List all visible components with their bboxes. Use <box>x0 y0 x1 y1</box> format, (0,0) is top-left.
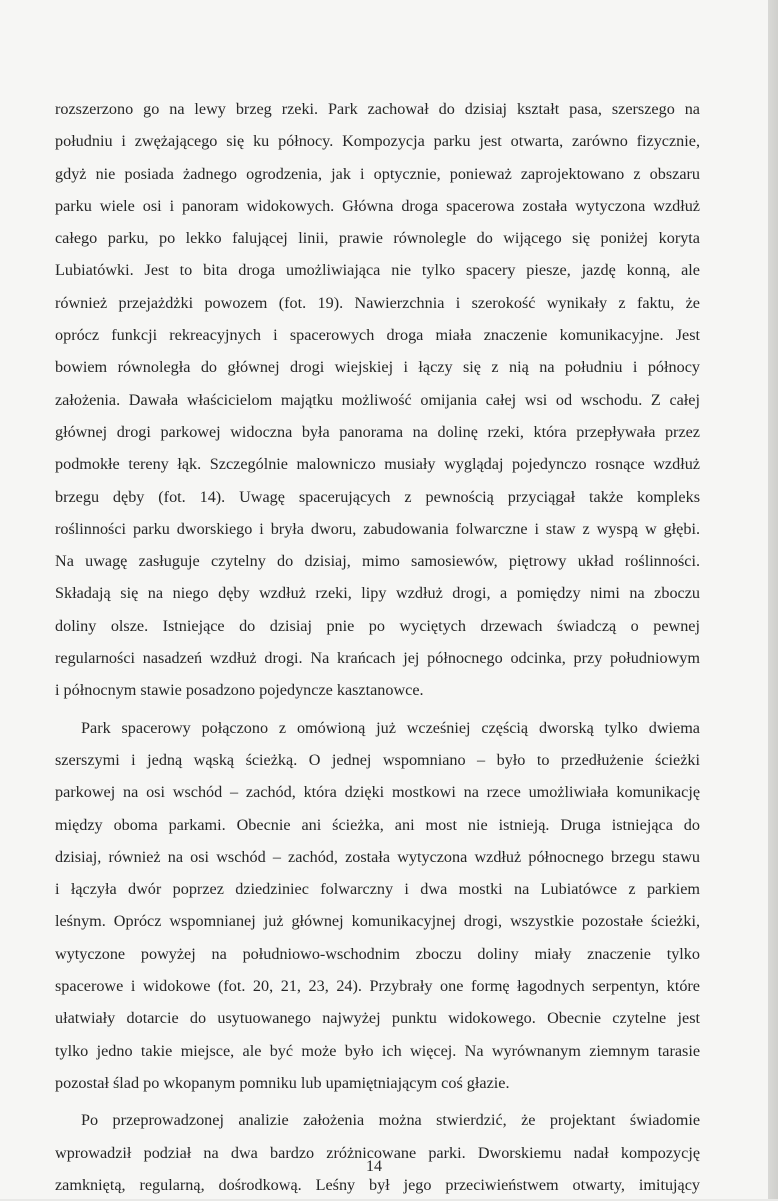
text-line: Składają się na niego dęby wzdłuż rzeki, lipy wzdłuż drogi, a pomiędzy nimi na zboczu <box>55 584 700 603</box>
text-line: spacerowe i widokowe (fot. 20, 21, 23, 24). Przybrały one formę łagodnych serpentyn, które <box>55 977 700 996</box>
text-line: i północnym stawie posadzono pojedyncze kasztanowce. <box>55 681 424 700</box>
text-line: ułatwiały dotarcie do usytuowanego najwyżej punktu widokowego. Obecnie czytelne jest <box>55 1009 700 1028</box>
text-line: gdyż nie posiada żadnego ogrodzenia, jak i optycznie, ponieważ zaprojektowano z obszaru <box>55 164 700 183</box>
text-line: bowiem równoległa do głównej drogi wiejskiej i łączy się z nią na południu i północy <box>55 358 700 377</box>
text-line: leśnym. Oprócz wspomnianej już głównej komunikacyjnej drogi, wszystkie pozostałe ścieżki, <box>55 912 700 931</box>
text-line: rozszerzono go na lewy brzeg rzeki. Park zachował do dzisiaj kształt pasa, szerszego na <box>55 100 700 118</box>
text-line: głównej drogi parkowej widoczna była panorama na dolinę rzeki, która przepływała przez <box>55 422 700 441</box>
text-line: roślinności parku dworskiego i bryła dworu, zabudowania folwarczne i staw z wyspą w głębi. <box>55 519 700 538</box>
page-edge-shadow <box>768 0 778 1199</box>
text-line: szerszymi i jedną wąską ścieżką. O jednej wspomniano – było to przedłużenie ścieżki <box>55 750 700 769</box>
text-line: zamkniętą, regularną, dośrodkową. Leśny był jego przeciwieństwem otwarty, imitujący <box>55 1175 700 1194</box>
text-line: między oboma parkami. Obecnie ani ścieżka, ani most nie istnieją. Druga istniejąca do <box>55 815 700 834</box>
page-number: 14 <box>366 1158 382 1175</box>
text-line: podmokłe tereny łąk. Szczególnie malowniczo musiały wyglądaj pojedynczo rosnące wzdłuż <box>55 455 700 474</box>
text-line: Na uwagę zasługuje czytelny do dzisiaj, mimo samosiewów, piętrowy układ roślinności. <box>55 552 700 571</box>
paragraph <box>55 93 700 707</box>
text-line: również przejażdżki powozem (fot. 19). Nawierzchnia i szerokość wynikały z faktu, że <box>55 293 700 312</box>
paragraph <box>55 1104 700 1201</box>
text-line: i łączyła dwór poprzez dziedziniec folwarczny i dwa mostki na Lubiatówce z parkiem <box>55 880 700 899</box>
text-line: założenia. Dawała właścicielom majątku możliwość omijania całej wsi od wschodu. Z całej <box>55 390 700 409</box>
text-line: wytyczone powyżej na południowo-wschodnim zboczu doliny miały znaczenie tylko <box>55 944 700 963</box>
paragraph <box>55 712 700 1100</box>
body-text <box>55 93 700 1201</box>
text-line: całego parku, po lekko falującej linii, prawie równolegle do wijącego się poniżej koryta <box>55 229 700 248</box>
text-line: tylko jedno takie miejsce, ale być może było ich więcej. Na wyrównanym ziemnym tarasie <box>55 1041 700 1060</box>
text-line: Park spacerowy połączono z omówioną już wcześniej częścią dworską tylko dwiema <box>81 718 700 737</box>
text-line: regularności nasadzeń wzdłuż drogi. Na krańcach jej północnego odcinka, przy południowym <box>55 649 700 668</box>
text-line: południu i zwężającego się ku północy. Kompozycja parku jest otwarta, zarówno fizycznie, <box>55 132 700 151</box>
text-line: doliny olsze. Istniejące do dzisiaj pnie po wyciętych drzewach świadczą o pewnej <box>55 616 700 635</box>
text-line: oprócz funkcji rekreacyjnych i spacerowych droga miała znaczenie komunikacyjne. Jest <box>55 326 700 345</box>
text-line: Po przeprowadzonej analizie założenia można stwierdzić, że projektant świadomie <box>81 1111 700 1130</box>
text-line: brzegu dęby (fot. 14). Uwagę spacerujących z pewnością przyciągał także kompleks <box>55 487 700 506</box>
text-line: parkowej na osi wschód – zachód, która dzięki mostkowi na rzece umożliwiała komunikację <box>55 783 700 802</box>
text-line: dzisiaj, również na osi wschód – zachód, została wytyczona wzdłuż północnego brzegu stawu <box>55 847 700 866</box>
text-line: wprowadził podział na dwa bardzo zróżnicowane parki. Dworskiemu nadał kompozycję <box>55 1143 700 1162</box>
text-line: parku wiele osi i panoram widokowych. Główna droga spacerowa została wytyczona wzdłuż <box>55 196 700 215</box>
text-line: Lubiatówki. Jest to bita droga umożliwiająca nie tylko spacery piesze, jazdę konną, ale <box>55 261 700 280</box>
text-line: pozostał ślad po wkopanym pomniku lub upamiętniającym coś głazie. <box>55 1073 510 1092</box>
